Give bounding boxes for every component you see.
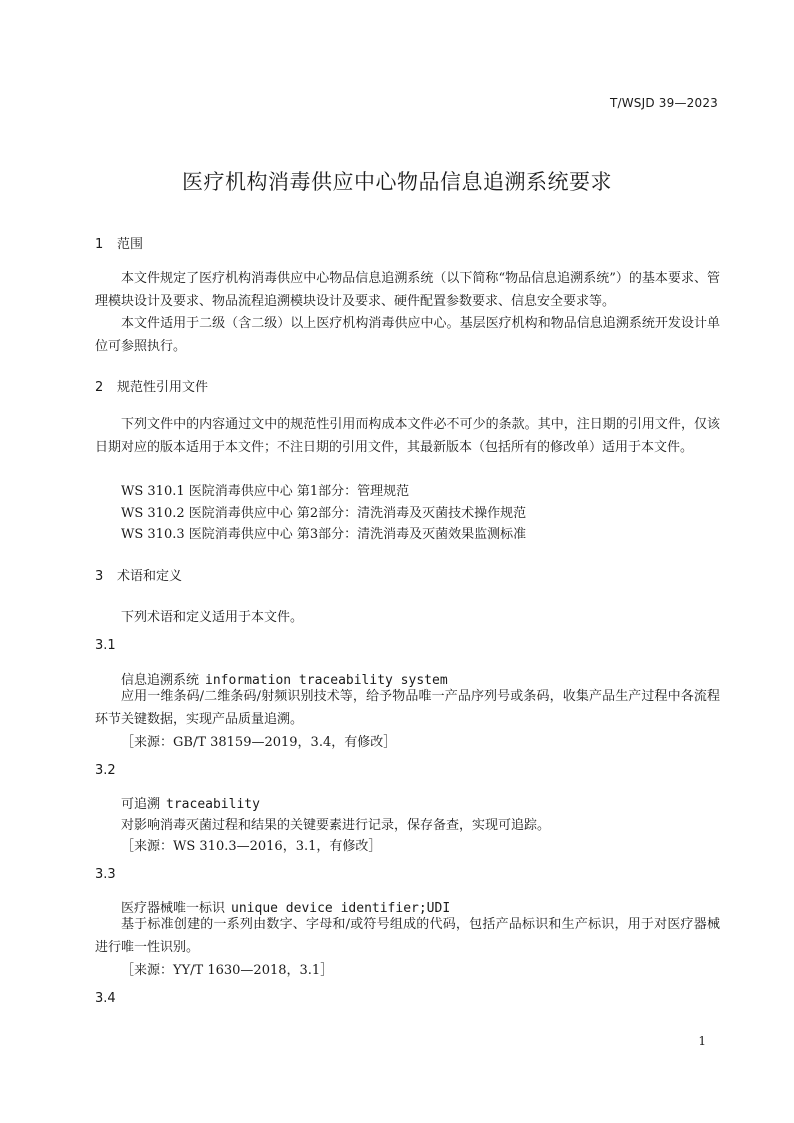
section-number: 1 (95, 237, 104, 252)
section-3-heading (95, 565, 182, 584)
term-number: 3.2 (95, 763, 116, 778)
term-number: 3.3 (95, 867, 116, 882)
section-title: 术语和定义 (117, 569, 183, 584)
reference-item: WS 310.3 医院消毒供应中心 第3部分：清洗消毒及灭菌效果监测标准 (121, 527, 527, 542)
term-definition: 基于标准创建的一系列由数字、字母和/或符号组成的代码，包括产品标识和生产标识，用于对医疗器械进行唯一性识别。 (95, 917, 720, 955)
section-title: 范围 (117, 237, 144, 252)
section-2-paragraph-1: 下列文件中的内容通过文中的规范性引用而构成本文件必不可少的条款。其中，注日期的引用文件，仅该日期对应的版本适用于本文件；不注日期的引用文件，其最新版本（包括所有的修改单）适用于本文件。 (95, 417, 720, 455)
term-chinese: 信息追溯系统 (121, 673, 200, 688)
term-english: traceability (166, 797, 260, 812)
section-1-paragraph-1: 本文件规定了医疗机构消毒供应中心物品信息追溯系统（以下简称“物品信息追溯系统”）的基本要求、管理模块设计及要求、物品流程追溯模块设计及要求、硬件配置参数要求、信息安全要求等。 (95, 271, 720, 309)
section-number: 2 (95, 380, 104, 395)
term-chinese: 医疗器械唯一标识 (121, 901, 226, 916)
term-chinese: 可追溯 (121, 797, 161, 812)
term-number: 3.1 (95, 638, 116, 653)
term-source: ［来源：YY/T 1630—2018，3.1］ (121, 963, 334, 978)
reference-item: WS 310.2 医院消毒供应中心 第2部分：清洗消毒及灭菌技术操作规范 (121, 506, 527, 521)
section-2-heading (95, 376, 208, 395)
section-1-heading (95, 233, 143, 252)
section-3-intro: 下列术语和定义适用于本文件。 (121, 610, 304, 625)
term-source: ［来源：GB/T 38159—2019，3.4，有修改］ (121, 735, 397, 750)
term-source: ［来源：WS 310.3—2016，3.1，有修改］ (121, 839, 382, 854)
term-title (121, 793, 260, 812)
reference-item: WS 310.1 医院消毒供应中心 第1部分：管理规范 (121, 484, 410, 499)
term-number: 3.4 (95, 991, 116, 1006)
term-definition: 应用一维条码/二维条码/射频识别技术等，给予物品唯一产品序列号或条码，收集产品生产过程中各流程环节关键数据，实现产品质量追溯。 (95, 689, 720, 727)
document-code: T/WSJD 39—2023 (609, 96, 718, 110)
document-title: 医疗机构消毒供应中心物品信息追溯系统要求 (182, 170, 612, 194)
page-number: 1 (698, 1034, 706, 1048)
term-english: information traceability system (205, 673, 448, 688)
section-title: 规范性引用文件 (117, 380, 209, 395)
section-1-paragraph-2: 本文件适用于二级（含二级）以上医疗机构消毒供应中心。基层医疗机构和物品信息追溯系统开发设计单位可参照执行。 (95, 316, 720, 354)
term-definition: 对影响消毒灭菌过程和结果的关键要素进行记录，保存备查，实现可追踪。 (121, 818, 551, 833)
term-english: unique device identifier;UDI (231, 901, 451, 916)
section-number: 3 (95, 569, 104, 584)
